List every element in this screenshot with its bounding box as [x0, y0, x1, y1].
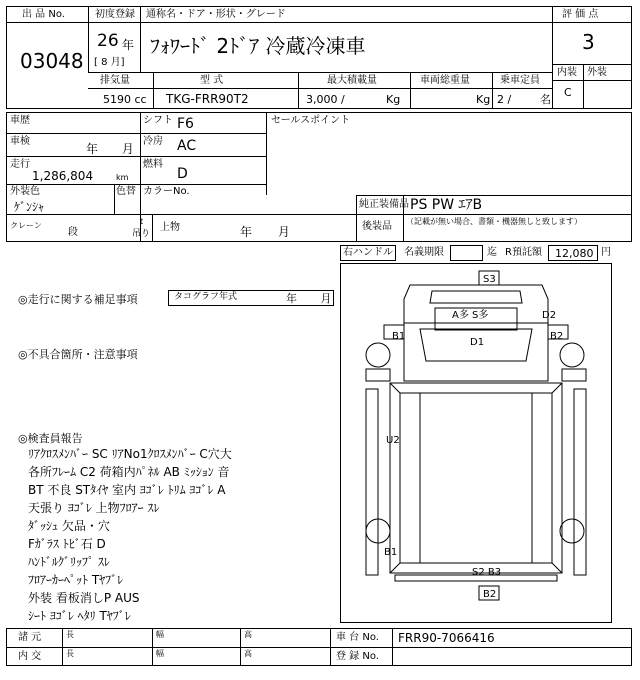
- driving-notes-label: ◎走行に関する補足事項: [18, 293, 138, 306]
- inspection-value: 年 月: [86, 142, 134, 156]
- left-side-panel: [366, 389, 378, 575]
- inspector-label: ◎検査員報告: [18, 432, 83, 445]
- chassis-label: 車 台 No.: [336, 632, 379, 643]
- first-reg-month: [ 8 月]: [94, 57, 125, 68]
- diag-mark: U2: [386, 435, 400, 446]
- rhd-label: 右ハンドル: [343, 247, 393, 258]
- ac-label: 冷房: [143, 136, 163, 147]
- rear-right-wheel: [560, 519, 584, 543]
- capacity-label: 乗車定員: [500, 75, 540, 86]
- specs-footer-label: 諸 元: [18, 632, 42, 643]
- recycle-unit: 円: [601, 247, 611, 258]
- diag-mark: A多 S多: [452, 310, 489, 321]
- gross-weight-unit: Kg: [476, 93, 491, 106]
- diag-mark: B1: [384, 547, 398, 558]
- width-label-2: 幅: [156, 649, 164, 658]
- diag-mark: B2: [550, 331, 564, 342]
- grade-label: 評 価 点: [562, 9, 599, 20]
- lot-number: 03048: [20, 49, 84, 73]
- length-label-1: 長: [66, 630, 74, 639]
- color-change-label: 色替: [116, 186, 136, 197]
- inspector-line: ﾌﾛｱｰｶｰﾍﾟｯﾄ Tﾔﾌﾞﾚ: [28, 573, 124, 587]
- mileage-label: 走行: [10, 159, 30, 170]
- name-change-box: [450, 245, 483, 261]
- truck-diagram: [340, 263, 612, 623]
- ext-color-label: 外装色: [10, 186, 40, 197]
- crane-stage: 段: [68, 227, 78, 238]
- inspector-line: ﾀﾞｯｼｭ 欠品・穴: [28, 519, 110, 533]
- front-right-wheel: [560, 343, 584, 367]
- diag-mark: S2 B3: [472, 567, 502, 578]
- roof-panel: [430, 291, 522, 303]
- equipment-value: PS PW ｴｱB: [410, 197, 483, 213]
- max-load-value: 3,000 /: [306, 93, 345, 106]
- registration-label: 登 録 No.: [336, 651, 379, 662]
- cargo-box: [390, 383, 562, 573]
- diag-mark: B1: [392, 331, 406, 342]
- interior-grade: C: [564, 86, 572, 99]
- upper-label: 上物: [160, 222, 180, 233]
- name-change-label: 名義期限: [404, 247, 444, 258]
- inspector-line: ｼｰﾄ ﾖｺﾞﾚ ﾍﾀﾘ Tﾔﾌﾞﾚ: [28, 609, 131, 623]
- lot-label: 出 品 No.: [22, 9, 65, 20]
- transfer-label: 迄: [487, 247, 497, 258]
- ac-value: AC: [177, 138, 197, 154]
- equipment-label: 純正装備品: [359, 199, 409, 210]
- crane-ton: t: [140, 217, 144, 226]
- color-no-label: カラーNo.: [143, 186, 190, 197]
- mileage-value: 1,286,804: [32, 169, 94, 183]
- sales-point-label: セールスポイント: [271, 115, 351, 126]
- max-load-unit: Kg: [386, 93, 401, 106]
- upper-value: 年 月: [240, 225, 290, 239]
- inspector-line: ﾊﾝﾄﾞﾙｸﾞﾘｯﾌﾟ ｽﾚ: [28, 555, 110, 569]
- diag-mark: B2: [483, 589, 497, 600]
- car-name: ﾌｫﾜｰﾄﾞ 2ﾄﾞｱ 冷蔵冷凍車: [150, 34, 366, 58]
- aftermarket-note: （記載が無い場合、書類・機器無しと致します）: [406, 217, 582, 226]
- tachograph-label: タコグラフ年式: [174, 292, 238, 302]
- grade-value: 3: [582, 30, 595, 54]
- first-reg-year: 26: [97, 31, 119, 51]
- displacement-label: 排気量: [100, 75, 130, 86]
- displacement-value: 5190 cc: [103, 93, 147, 106]
- inspector-line: 各所ﾌﾚｰﾑ C2 荷箱内ﾊﾟﾈﾙ AB ﾐｯｼｮﾝ 音: [28, 465, 230, 479]
- recycle-label: R預託額: [505, 247, 542, 258]
- aftermarket-label: 後装品: [362, 221, 392, 232]
- history-label: 車歴: [10, 115, 30, 126]
- model-value: TKG-FRR90T2: [166, 92, 249, 106]
- shift-label: シフト: [143, 115, 173, 126]
- inspector-line: BT 不良 STﾀｲﾔ 室内 ﾖｺﾞﾚ ﾄﾘﾑ ﾖｺﾞﾚ A: [28, 483, 226, 497]
- cab-outline: [404, 285, 548, 381]
- inspector-line: 外装 看板消しP AUS: [28, 591, 140, 605]
- tachograph-value: 年 月: [286, 292, 332, 305]
- crane-label: クレーン: [10, 221, 42, 230]
- capacity-unit: 名: [540, 93, 551, 106]
- exterior-label: 外装: [587, 67, 607, 78]
- height-label-2: 高: [244, 649, 252, 658]
- model-label: 型 式: [200, 75, 224, 86]
- first-reg-label: 初度登録: [95, 9, 135, 20]
- shift-value: F6: [177, 116, 194, 132]
- crane-hang: 吊り: [132, 229, 151, 239]
- fuel-value: D: [177, 166, 188, 182]
- first-reg-year-unit: 年: [122, 38, 135, 52]
- ext-color-value: ｹﾞﾝｼｬ: [14, 200, 45, 214]
- diag-mark: D2: [542, 310, 557, 321]
- width-label-1: 幅: [156, 630, 164, 639]
- capacity-value: 2 /: [497, 93, 512, 106]
- max-load-label: 最大積載量: [327, 75, 377, 86]
- gross-weight-label: 車両総重量: [420, 75, 470, 86]
- inspection-label: 車検: [10, 136, 30, 147]
- inspector-line: Fｶﾞﾗｽ ﾄﾋﾞ石 D: [28, 537, 106, 551]
- front-left-wheel: [366, 343, 390, 367]
- height-label-1: 高: [244, 630, 252, 639]
- mileage-unit: km: [116, 173, 129, 182]
- chassis-number: FRR90-7066416: [398, 631, 495, 645]
- inspector-line: 天張り ﾖｺﾞﾚ 上物ﾌﾛｱｰ ｽﾚ: [28, 501, 160, 515]
- fuel-label: 燃料: [143, 159, 163, 170]
- inspector-line: ﾘｱｸﾛｽﾒﾝﾊﾞｰ SC ﾘｱNo1ｸﾛｽﾒﾝﾊﾞｰ C穴大: [28, 447, 232, 461]
- defects-label: ◎不具合箇所・注意事項: [18, 348, 138, 361]
- interior-label: 内装: [557, 67, 577, 78]
- exchange-footer-label: 内 交: [18, 651, 42, 662]
- right-side-panel: [574, 389, 586, 575]
- recycle-amount: 12,080: [555, 247, 594, 260]
- length-label-2: 長: [66, 649, 74, 658]
- car-name-label: 通称名・ドア・形状・グレード: [146, 9, 286, 20]
- diag-mark: D1: [470, 337, 485, 348]
- diag-mark: S3: [483, 274, 496, 285]
